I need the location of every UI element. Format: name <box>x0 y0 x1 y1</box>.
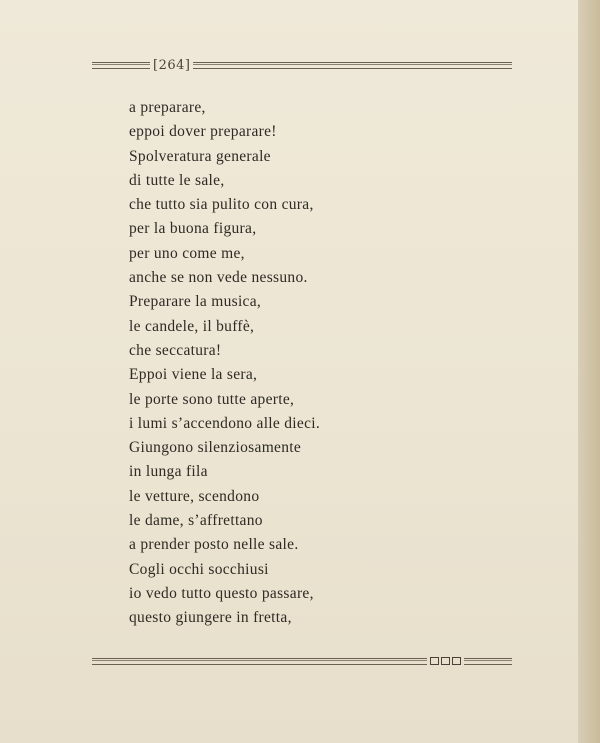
poem-line: per la buona figura, <box>129 220 257 238</box>
poem-text <box>129 96 449 631</box>
poem-line: questo giungere in fretta, <box>129 609 292 627</box>
poem-line: eppoi dover preparare! <box>129 123 277 141</box>
header-rule-right <box>193 62 512 69</box>
footer-rule-right <box>464 658 512 665</box>
poem-line: io vedo tutto questo passare, <box>129 584 314 602</box>
poem-line: le dame, s’affrettano <box>129 512 263 530</box>
page-number: [264] <box>153 57 191 73</box>
poem-line: di tutte le sale, <box>129 171 225 189</box>
poem-line: Cogli occhi socchiusi <box>129 560 269 578</box>
poem-line: che seccatura! <box>129 341 222 359</box>
poem-line: in lunga fila <box>129 463 208 481</box>
footer-rule-left <box>92 658 427 665</box>
poem-line: le porte sono tutte aperte, <box>129 390 295 408</box>
poem-line: Preparare la musica, <box>129 293 262 311</box>
page-footer <box>92 655 512 667</box>
poem-line: che tutto sia pulito con cura, <box>129 196 314 214</box>
poem-line: a preparare, <box>129 99 206 116</box>
page-edge <box>578 0 600 743</box>
poem-line: le vetture, scendono <box>129 487 260 505</box>
poem-line: Eppoi viene la sera, <box>129 366 258 384</box>
poem-line: i lumi s’accendono alle dieci. <box>129 414 321 432</box>
bleed-through-text <box>455 248 575 637</box>
poem-line: Spolveratura generale <box>129 147 271 165</box>
poem-line: Giungono silenziosamente <box>129 439 302 457</box>
three-boxes-ornament-icon <box>427 657 464 665</box>
poem-line: anche se non vede nessuno. <box>129 269 308 287</box>
poem-line: a prender posto nelle sale. <box>129 536 299 554</box>
page-header <box>92 58 512 72</box>
poem-line: per uno come me, <box>129 244 245 262</box>
poem-line: le candele, il buffè, <box>129 317 255 335</box>
header-rule-left <box>92 62 150 69</box>
